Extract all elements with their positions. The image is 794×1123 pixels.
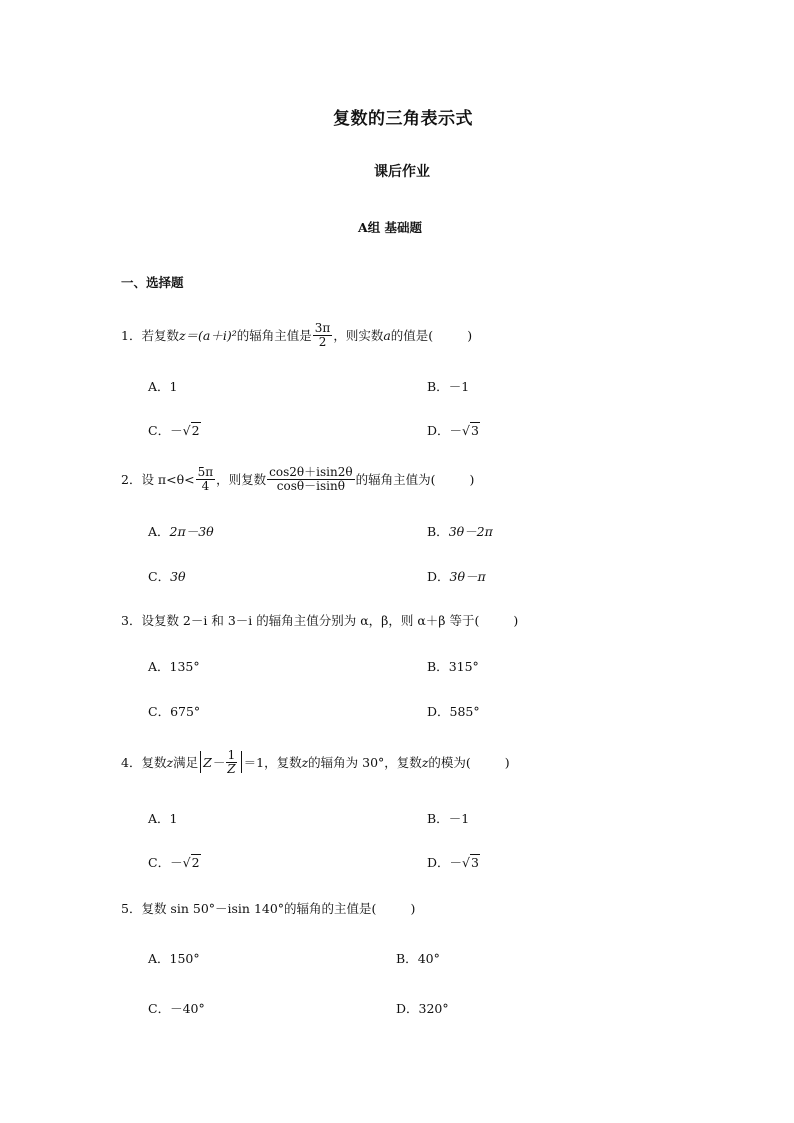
question-text: ，复数 bbox=[264, 755, 302, 770]
option-label: B． bbox=[396, 951, 418, 966]
close-paren: ) bbox=[504, 754, 510, 770]
option-a bbox=[148, 657, 200, 675]
option-value: － bbox=[170, 855, 183, 870]
option-value: 40° bbox=[417, 951, 440, 966]
question-5 bbox=[121, 899, 415, 917]
question-text: 复数 sin 50°－isin 140°的辐角的主值是( bbox=[141, 901, 377, 916]
question-text: 的辐角为 30°，复数 bbox=[308, 755, 422, 770]
close-paren: ) bbox=[410, 901, 416, 916]
question-text: 的模为( bbox=[428, 755, 471, 770]
option-value: － bbox=[449, 855, 463, 870]
option-a bbox=[148, 522, 214, 540]
option-label: C． bbox=[148, 704, 171, 719]
question-text: 满足 bbox=[173, 755, 199, 770]
option-label: D． bbox=[427, 855, 450, 870]
option-b bbox=[396, 949, 440, 967]
sqrt-symbol: √3 bbox=[462, 855, 479, 870]
option-label: A． bbox=[148, 524, 170, 539]
option-c bbox=[148, 702, 200, 720]
radicand: 3 bbox=[471, 423, 479, 438]
abs-bar-right bbox=[241, 751, 242, 773]
option-value: 320° bbox=[418, 1001, 449, 1016]
option-label: D． bbox=[427, 704, 450, 719]
question-text: 的辐角主值为( bbox=[355, 472, 436, 487]
option-a bbox=[148, 809, 177, 827]
question-3 bbox=[121, 611, 518, 629]
option-a bbox=[148, 949, 200, 967]
math-expression: ＝1 bbox=[243, 755, 265, 770]
fraction-denominator: 4 bbox=[201, 478, 210, 493]
close-paren: ) bbox=[467, 327, 473, 343]
option-value: 1 bbox=[169, 811, 178, 826]
option-b bbox=[427, 522, 493, 540]
option-label: B． bbox=[427, 379, 449, 394]
option-c bbox=[148, 421, 201, 439]
option-c bbox=[148, 567, 186, 585]
question-text: 设复数 2－i 和 3－i 的辐角主值分别为 α，β，则 α＋β 等于( bbox=[141, 613, 480, 628]
option-label: C． bbox=[148, 1001, 171, 1016]
fraction-numerator: 3π bbox=[314, 320, 331, 335]
option-value: 2π－3θ bbox=[169, 524, 214, 539]
abs-bar-left bbox=[200, 751, 201, 773]
option-value: 3θ－2π bbox=[448, 524, 493, 539]
question-number: 3． bbox=[121, 613, 142, 628]
sqrt-symbol: √2 bbox=[182, 423, 200, 438]
close-paren: ) bbox=[469, 471, 475, 487]
option-b bbox=[427, 377, 469, 395]
math-variable: z bbox=[301, 754, 309, 770]
option-value: －1 bbox=[448, 379, 470, 394]
option-label: A． bbox=[148, 811, 170, 826]
question-text: 设 π<θ< bbox=[141, 472, 195, 487]
option-label: A． bbox=[148, 659, 170, 674]
question-text: 若复数 bbox=[141, 328, 179, 343]
option-value: 585° bbox=[449, 704, 480, 719]
sqrt-symbol: √3 bbox=[462, 423, 479, 438]
option-b bbox=[427, 809, 469, 827]
page-subtitle: 课后作业 bbox=[374, 164, 430, 180]
fraction-denominator: 2 bbox=[318, 334, 327, 349]
fraction-denominator: cosθ－isinθ bbox=[276, 478, 345, 493]
question-1 bbox=[121, 318, 472, 352]
fraction bbox=[196, 466, 216, 492]
option-label: D． bbox=[427, 569, 450, 584]
option-label: C． bbox=[148, 423, 171, 438]
option-d bbox=[427, 421, 480, 439]
option-value: 675° bbox=[170, 704, 201, 719]
option-label: C． bbox=[148, 855, 171, 870]
option-a bbox=[148, 377, 177, 395]
option-value: －1 bbox=[448, 811, 470, 826]
option-value: 3θ bbox=[170, 569, 186, 584]
math-variable: z bbox=[421, 754, 429, 770]
math-variable: a bbox=[383, 327, 391, 343]
radicand: 2 bbox=[191, 855, 200, 870]
fraction-denominator: Z bbox=[227, 761, 236, 776]
question-text: ，则复数 bbox=[216, 472, 267, 487]
option-label: C． bbox=[148, 569, 171, 584]
option-label: A． bbox=[148, 379, 170, 394]
close-paren: ) bbox=[513, 613, 519, 628]
math-expression: Z－ bbox=[203, 755, 225, 770]
section-label: 一、选择题 bbox=[121, 275, 184, 290]
fraction-numerator: cos2θ＋isin2θ bbox=[269, 464, 353, 479]
option-d bbox=[427, 853, 480, 871]
question-text: 的辐角主值是 bbox=[236, 328, 312, 343]
option-d bbox=[396, 999, 449, 1017]
question-text: ，则实数 bbox=[333, 328, 384, 343]
question-number: 4． bbox=[121, 755, 142, 770]
option-value: 150° bbox=[169, 951, 200, 966]
fraction bbox=[225, 749, 237, 775]
sqrt-symbol: √2 bbox=[182, 855, 200, 870]
page-title: 复数的三角表示式 bbox=[333, 109, 473, 129]
radicand: 3 bbox=[471, 855, 479, 870]
fraction-numerator: 1 bbox=[227, 747, 236, 762]
option-d bbox=[427, 567, 486, 585]
option-c bbox=[148, 999, 205, 1017]
option-value: 1 bbox=[169, 379, 178, 394]
question-4 bbox=[121, 744, 510, 780]
option-label: B． bbox=[427, 524, 449, 539]
option-label: B． bbox=[427, 811, 449, 826]
question-number: 5． bbox=[121, 901, 142, 916]
fraction bbox=[313, 322, 333, 348]
fraction bbox=[267, 466, 354, 492]
option-value: 315° bbox=[448, 659, 479, 674]
option-d bbox=[427, 702, 480, 720]
question-text: 复数 bbox=[141, 755, 167, 770]
group-label: A组 基础题 bbox=[358, 220, 423, 235]
question-2 bbox=[121, 462, 474, 496]
fraction-numerator: 5π bbox=[197, 464, 214, 479]
question-number: 2． bbox=[121, 472, 142, 487]
option-value: － bbox=[170, 423, 183, 438]
radicand: 2 bbox=[191, 423, 200, 438]
option-label: D． bbox=[396, 1001, 419, 1016]
option-value: 3θ－π bbox=[449, 569, 486, 584]
option-label: A． bbox=[148, 951, 170, 966]
option-value: 135° bbox=[169, 659, 200, 674]
option-c bbox=[148, 853, 201, 871]
option-value: －40° bbox=[170, 1001, 205, 1016]
math-variable: z bbox=[166, 754, 174, 770]
question-text: 的值是( bbox=[390, 328, 434, 343]
option-value: － bbox=[449, 423, 463, 438]
math-expression: z＝(a＋i)² bbox=[178, 328, 237, 343]
question-number: 1． bbox=[121, 328, 142, 343]
option-b bbox=[427, 657, 479, 675]
option-label: D． bbox=[427, 423, 450, 438]
option-label: B． bbox=[427, 659, 449, 674]
